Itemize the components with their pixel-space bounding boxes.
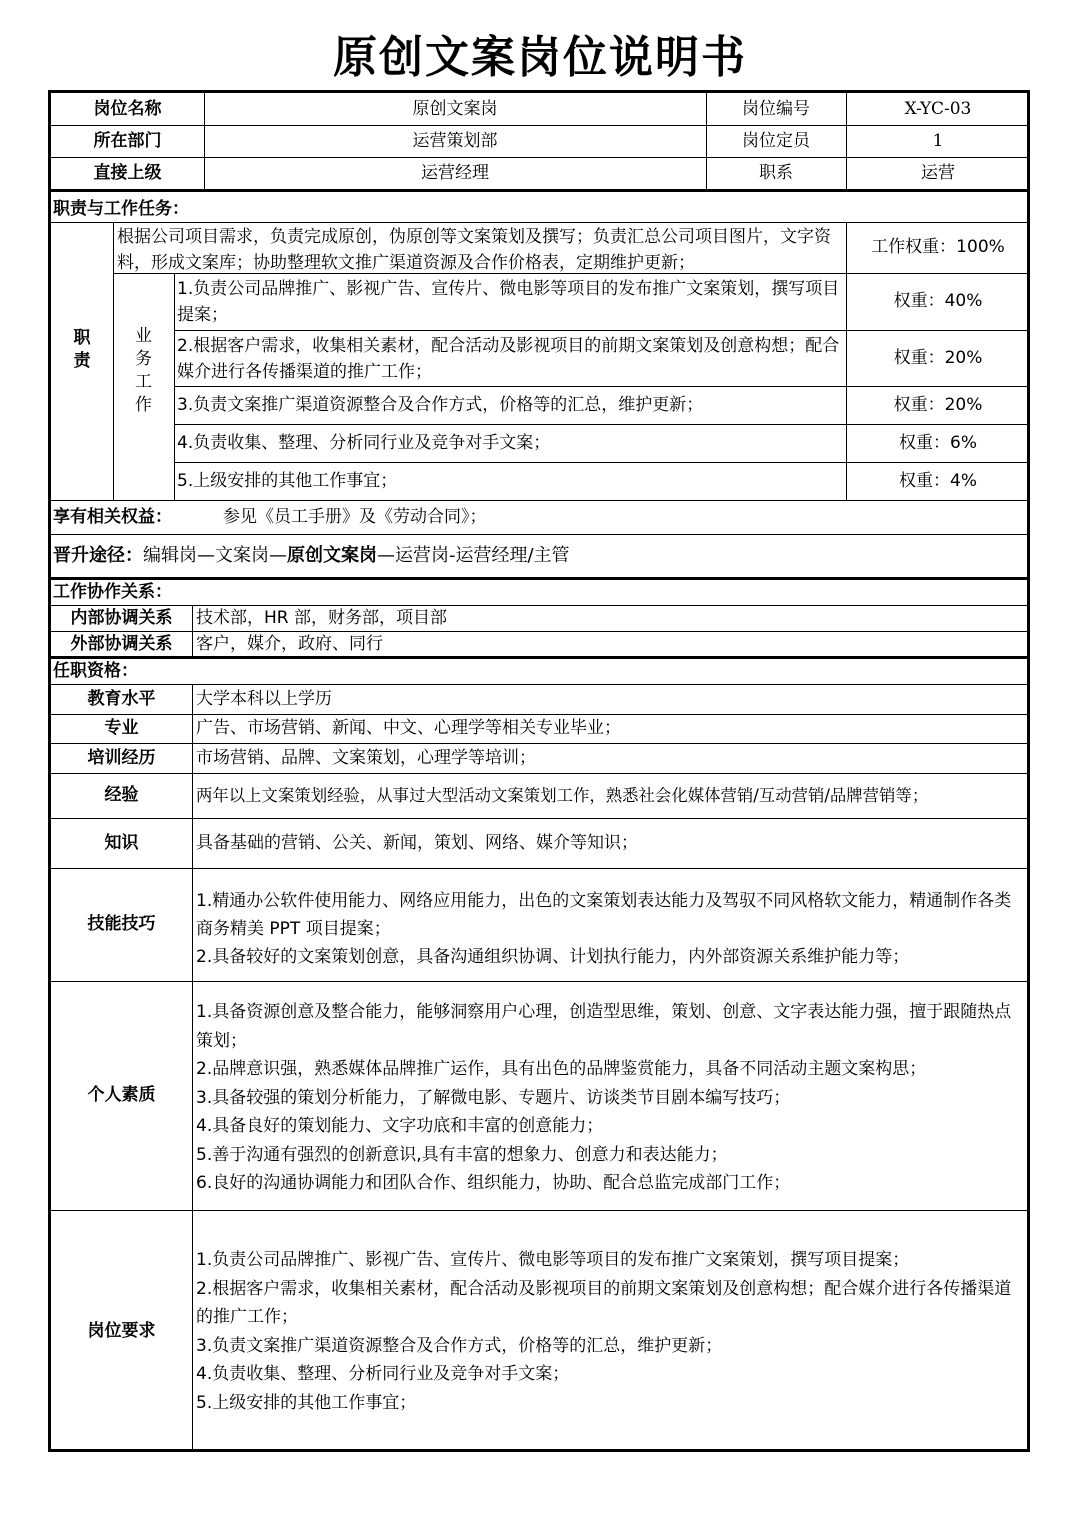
- promotion-step: 运营岗-运营经理/主管: [395, 545, 570, 566]
- training-label: 培训经历: [87, 747, 156, 768]
- personal-quality-item: 3.具备较强的策划分析能力，了解微电影、专题片、访谈类节目剧本编写技巧；: [196, 1087, 791, 1108]
- headcount-value: 1: [932, 130, 944, 151]
- duty-item: 3.负责文案推广渠道资源整合及合作方式，价格等的汇总，维护更新；: [177, 394, 704, 415]
- promotion-step: 文案岗: [215, 545, 269, 566]
- experience-label: 经验: [104, 785, 139, 805]
- qualifications-section-label: 任职资格：: [53, 661, 138, 681]
- promotion-separator: —: [197, 545, 215, 566]
- promotion-current-step: 原创文案岗: [287, 545, 377, 566]
- duty-item: 1.负责公司品牌推广、影视广告、宣传片、微电影等项目的发布推广文案策划，撰写项目提案；: [177, 279, 840, 325]
- superior-label: 直接上级: [93, 162, 162, 183]
- job-family-label: 职系: [759, 162, 793, 183]
- dept-label: 所在部门: [93, 130, 162, 151]
- personal-quality-item: 4.具备良好的策划能力、文字功底和丰富的创意能力；: [196, 1116, 604, 1136]
- personal-quality-label: 个人素质: [87, 1085, 156, 1105]
- benefits-value: 参见《员工手册》及《劳动合同》；: [223, 506, 487, 527]
- duty-weight: 权重：6%: [899, 432, 977, 453]
- internal-relations-value: 技术部，HR 部，财务部，项目部: [196, 607, 447, 628]
- skills-label: 技能技巧: [87, 914, 156, 934]
- duty-weight: 权重：40%: [893, 291, 983, 311]
- post-requirement-item: 1.负责公司品牌推广、影视广告、宣传片、微电影等项目的发布推广文案策划，撰写项目提案；: [196, 1250, 910, 1270]
- duties-section-label: 职责与工作任务：: [53, 199, 189, 219]
- skills-item: 2.具备较好的文案策划创意，具备沟通组织协调、计划执行能力，内外部资源关系维护能力等；: [196, 947, 910, 967]
- post-no-value: X-YC-03: [904, 98, 972, 119]
- post-no-label: 岗位编号: [742, 98, 810, 119]
- post-requirement-item: 4.负责收集、整理、分析同行业及竞争对手文案；: [196, 1364, 570, 1384]
- page-title: 原创文案岗位说明书: [333, 32, 747, 83]
- duty-item: 5.上级安排的其他工作事宜；: [177, 470, 398, 491]
- post-requirement-item: 5.上级安排的其他工作事宜；: [196, 1392, 417, 1413]
- personal-quality-item: 1.具备资源创意及整合能力，能够洞察用户心理，创造型思维，策划、创意、文字表达能力强，擅于跟随热点策划；: [196, 1002, 1012, 1051]
- external-relations-label: 外部协调关系: [70, 633, 173, 654]
- duty-item: 4.负责收集、整理、分析同行业及竞争对手文案；: [177, 432, 551, 453]
- job-family-value: 运营: [921, 162, 955, 183]
- post-requirements-label: 岗位要求: [87, 1320, 156, 1341]
- promotion-step: 编辑岗: [143, 545, 197, 566]
- duties-side-label: 职 责: [73, 328, 91, 371]
- major-label: 专业: [104, 718, 139, 738]
- post-name-value: 原创文案岗: [412, 98, 498, 119]
- headcount-label: 岗位定员: [742, 130, 810, 151]
- duties-overview-weight: 工作权重：100%: [871, 237, 1005, 257]
- post-name-label: 岗位名称: [93, 98, 162, 119]
- personal-quality-item: 2.品牌意识强，熟悉媒体品牌推广运作，具有出色的品牌鉴赏能力，具备不同活动主题文案构思；: [196, 1059, 927, 1079]
- duty-weight: 权重：20%: [893, 394, 983, 415]
- education-value: 大学本科以上学历: [196, 688, 332, 709]
- promotion-separator: —: [269, 545, 287, 566]
- training-value: 市场营销、品牌、文案策划，心理学等培训；: [196, 747, 536, 768]
- relations-section-label: 工作协作关系：: [53, 582, 172, 602]
- post-requirement-item: 2.根据客户需求，收集相关素材，配合活动及影视项目的前期文案策划及创意构想；配合媒介进行各传播渠道的推广工作；: [196, 1278, 1012, 1327]
- education-label: 教育水平: [87, 688, 156, 709]
- skills-item: 1.精通办公软件使用能力、网络应用能力，出色的文案策划表达能力及驾驭不同风格软文能力，精通制作各类商务精美 PPT 项目提案；: [196, 891, 1012, 939]
- dept-value: 运营策划部: [412, 130, 498, 151]
- knowledge-value: 具备基础的营销、公关、新闻，策划、网络、媒介等知识；: [196, 832, 638, 853]
- experience-value: 两年以上文案策划经验，从事过大型活动文案策划工作，熟悉社会化媒体营销/互动营销/品牌营销等；: [196, 786, 929, 805]
- internal-relations-label: 内部协调关系: [70, 607, 173, 628]
- job-description-sheet: [48, 90, 1030, 1452]
- personal-quality-list: [196, 998, 1028, 1198]
- duty-weight: 权重：20%: [893, 347, 983, 368]
- post-requirement-item: 3.负责文案推广渠道资源整合及合作方式，价格等的汇总，维护更新；: [196, 1335, 723, 1356]
- major-value: 广告、市场营销、新闻、中文、心理学等相关专业毕业；: [196, 718, 621, 738]
- promotion-label: 晋升途径：: [53, 545, 143, 566]
- superior-value: 运营经理: [421, 162, 489, 183]
- duty-item: 2.根据客户需求，收集相关素材，配合活动及影视项目的前期文案策划及创意构想；配合媒介进行各传播渠道的推广工作；: [177, 336, 840, 382]
- benefits-label: 享有相关权益：: [53, 506, 172, 527]
- duties-overview-text: 根据公司项目需求，负责完成原创，伪原创等文案策划及撰写；负责汇总公司项目图片，文字资料，形成文案库；协助整理软文推广渠道资源及合作价格表，定期维护更新；: [117, 227, 831, 273]
- personal-quality-item: 5.善于沟通有强烈的创新意识,具有丰富的想象力、创意力和表达能力；: [196, 1144, 728, 1165]
- skills-list: [196, 887, 1028, 971]
- external-relations-value: 客户，媒介，政府、同行: [196, 633, 383, 654]
- post-requirements-list: [196, 1246, 1028, 1417]
- duty-weight: 权重：4%: [899, 470, 977, 491]
- promotion-path: [53, 534, 1023, 577]
- personal-quality-item: 6.良好的沟通协调能力和团队合作、组织能力，协助、配合总监完成部门工作；: [196, 1173, 791, 1193]
- knowledge-label: 知识: [104, 832, 139, 853]
- promotion-separator: —: [377, 545, 395, 566]
- business-work-label: 业 务 工 作: [135, 326, 152, 415]
